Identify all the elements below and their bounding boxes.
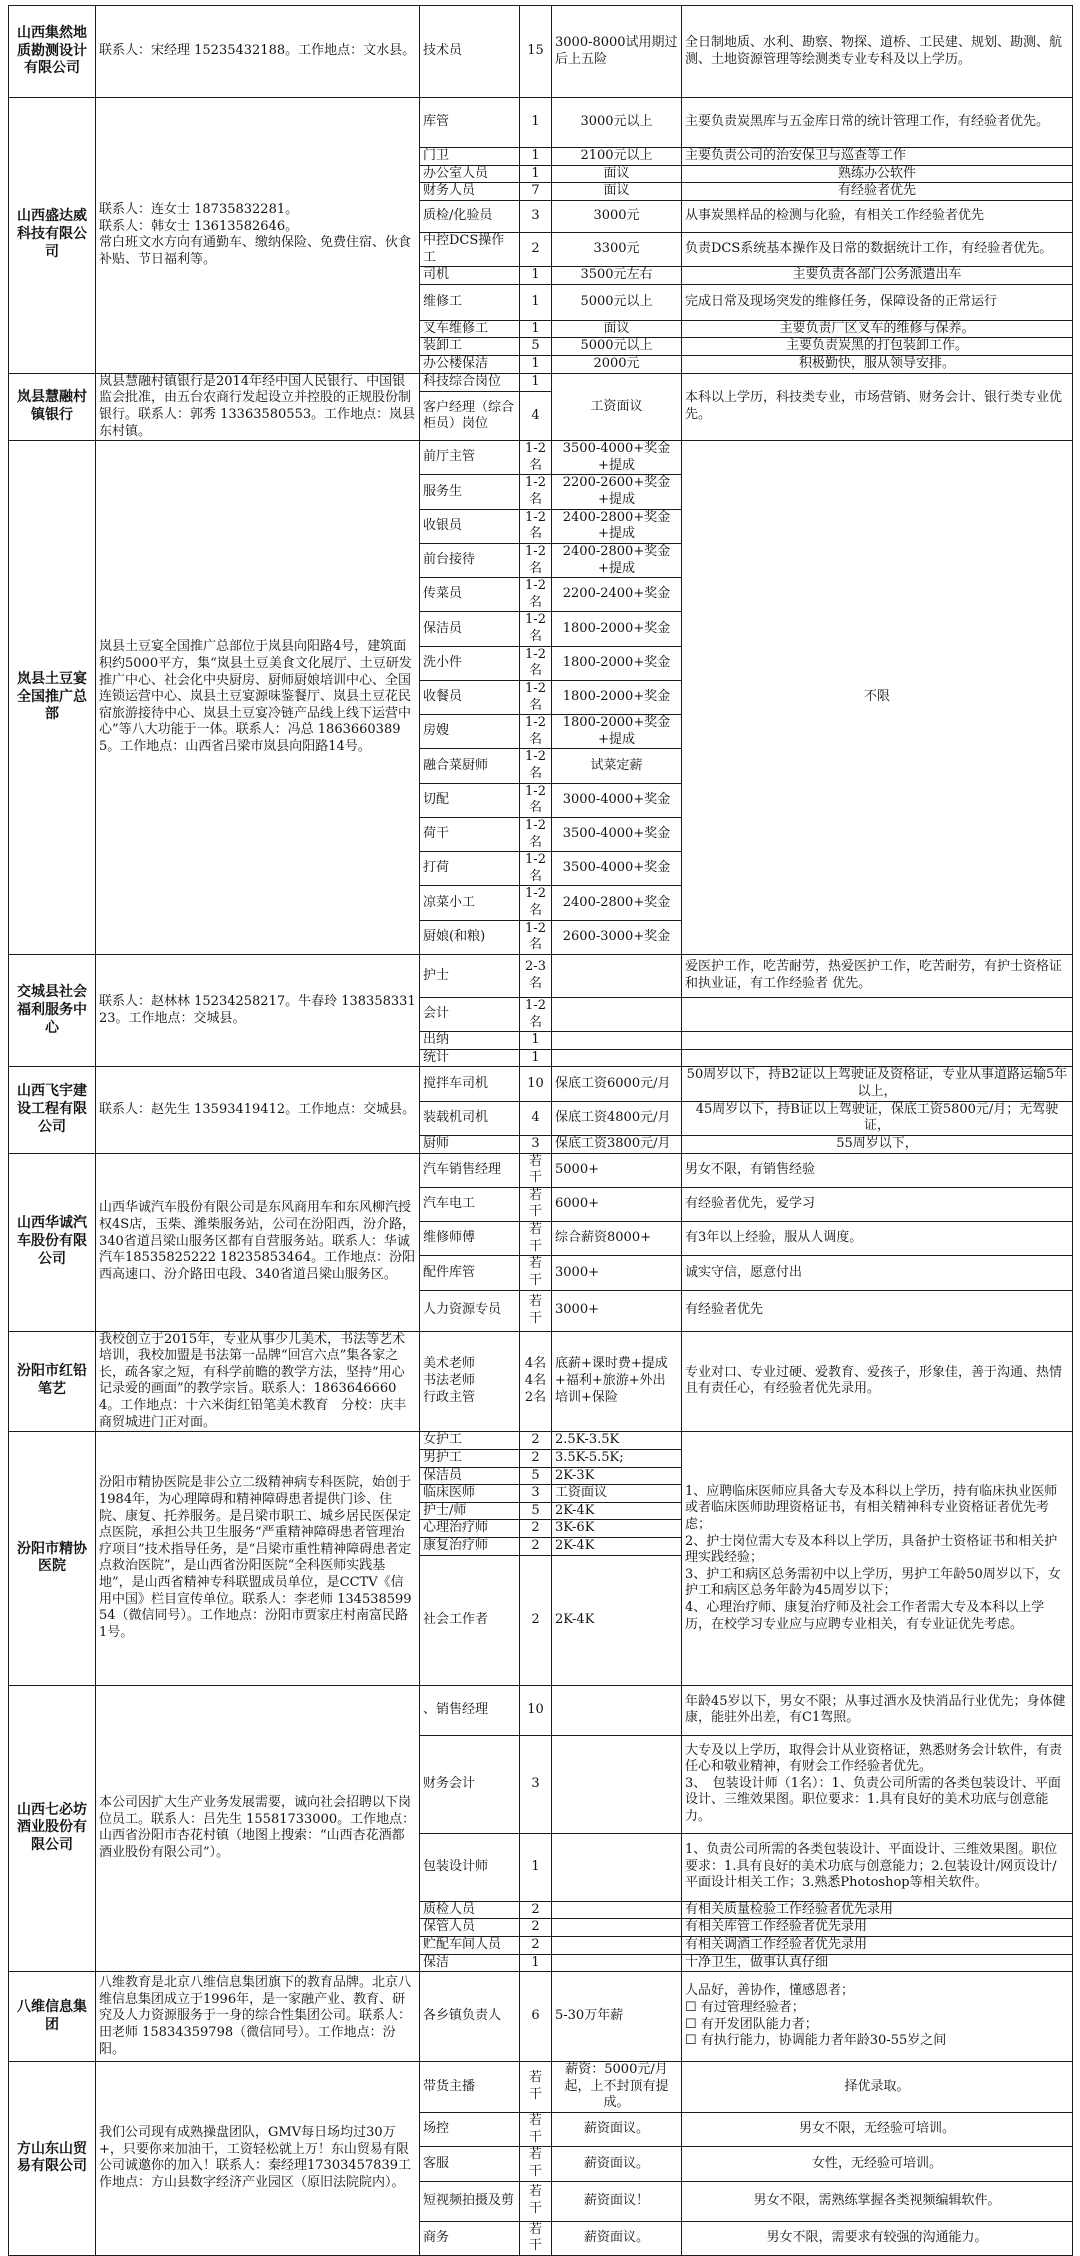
job-position: 科技综合岗位 xyxy=(420,373,520,392)
job-position: 心理治疗师 xyxy=(420,1520,520,1538)
job-count: 1 xyxy=(520,1032,552,1050)
job-salary: 2200-2400+奖金 xyxy=(552,578,682,612)
job-position: 人力资源专员 xyxy=(420,1290,520,1331)
job-salary: 2.5K-3.5K xyxy=(552,1432,682,1450)
job-count: 若干 xyxy=(520,2062,552,2113)
job-count: 1 xyxy=(520,284,552,320)
job-salary: 5000元以上 xyxy=(552,338,682,356)
job-requirements: 年龄45岁以下，男女不限；从事过酒水及快消品行业优先；身体健康，能驻外出差，有C1驾照。 xyxy=(682,1685,1073,1735)
job-salary: 3000+ xyxy=(552,1256,682,1290)
table-row xyxy=(9,2062,1073,2113)
job-requirements: 男女不限，需熟练掌握各类视频编辑软件。 xyxy=(682,2181,1073,2221)
job-count: 1 xyxy=(520,1954,552,1972)
job-salary: 2400-2800+奖金+提成 xyxy=(552,543,682,577)
job-count: 3 xyxy=(520,1735,552,1833)
job-count: 1-2名 xyxy=(520,475,552,509)
company-info: 我校创立于2015年，专业从事少儿美术，书法等艺术培训，我校加盟是书法第一品牌“回宫六点”集各家之长，疏各家之短，有科学前瞻的教学方法，坚持“用心记录爱的画面”的教学宗旨。联系人：18636466604。工作地点：十六米街红铅笔美术教育 分校：庆丰商贸城进门正对面。 xyxy=(96,1331,420,1432)
job-count: 2 xyxy=(520,1901,552,1919)
table-row xyxy=(9,1972,1073,2062)
job-position: 库管 xyxy=(420,98,520,148)
job-position: 护士/师 xyxy=(420,1502,520,1520)
company-name: 岚县慧融村镇银行 xyxy=(9,373,96,441)
job-count: 若干 xyxy=(520,1256,552,1290)
table-row xyxy=(9,1685,1073,1735)
job-count: 若干 xyxy=(520,1153,552,1187)
job-requirements: 有相关调酒工作经验者优先录用 xyxy=(682,1936,1073,1954)
job-salary: 2400-2800+奖金+提成 xyxy=(552,509,682,543)
job-position: 配件库管 xyxy=(420,1256,520,1290)
job-count: 5 xyxy=(520,1467,552,1485)
table-row xyxy=(9,1153,1073,1187)
job-position: 融合菜厨师 xyxy=(420,749,520,783)
job-salary: 薪资面议。 xyxy=(552,2113,682,2147)
job-count: 1-2名 xyxy=(520,543,552,577)
job-count: 2 xyxy=(520,232,552,266)
job-count: 1-2名 xyxy=(520,783,552,817)
job-position: 保管人员 xyxy=(420,1919,520,1937)
job-requirements: 50周岁以下，持B2证以上驾驶证及资格证，专业从事道路运输5年以上， xyxy=(682,1067,1073,1101)
job-position: 荷干 xyxy=(420,817,520,851)
job-requirements: 本科以上学历，科技类专业，市场营销、财务会计、银行类专业优先。 xyxy=(682,373,1073,441)
job-position: 司机 xyxy=(420,267,520,285)
job-position: 技术员 xyxy=(420,6,520,98)
job-position: 保洁员 xyxy=(420,1467,520,1485)
job-salary xyxy=(552,1919,682,1937)
job-requirements: 有经验者优先 xyxy=(682,1290,1073,1331)
job-requirements: 积极勤快，服从领导安排。 xyxy=(682,356,1073,374)
job-position: 搅拌车司机 xyxy=(420,1067,520,1101)
job-count: 1 xyxy=(520,98,552,148)
job-position: 客户经理（综合柜员）岗位 xyxy=(420,392,520,441)
job-salary: 2K-4K xyxy=(552,1538,682,1556)
table-row xyxy=(9,98,1073,148)
job-salary: 2000元 xyxy=(552,356,682,374)
job-salary: 2600-3000+奖金 xyxy=(552,920,682,954)
company-info: 本公司因扩大生产业务发展需要，诚向社会招聘以下岗位员工。联系人：吕先生 15581733000。工作地点：山西省汾阳市杏花村镇（地图上搜索：“山西杏花酒都酒业股份有限公司”）。 xyxy=(96,1685,420,1972)
job-position: 女护工 xyxy=(420,1432,520,1450)
job-salary: 6000+ xyxy=(552,1187,682,1221)
job-count: 1 xyxy=(520,373,552,392)
job-count: 2 xyxy=(520,1520,552,1538)
job-count: 若干 xyxy=(520,1222,552,1256)
job-position: 商务 xyxy=(420,2221,520,2255)
company-info: 汾阳市精协医院是非公立二级精神病专科医院，始创于1984年，为心理障碍和精神障碍患者提供门诊、住院、康复、托养服务。是吕梁市职工、城乡居民医保定点医院，承担公共卫生服务“严重精神障碍患者管理治疗项目”技术指导任务，是“吕梁市重性精神障碍患者定点救治医院”，是山西省汾阳医院“全科医师实践基地”，是山西省精神专科联盟成员单位，是CCTV《信用中国》栏目宣传单位。联系人：李老师 13453859954（微信同号）。工作地点：汾阳市贾家庄村南富民路1号。 xyxy=(96,1432,420,1685)
job-position: 办公楼保洁 xyxy=(420,356,520,374)
company-info: 联系人：连女士 18735832281。 联系人：韩女士 13613582646。 常白班文水方向有通勤车、缴纳保险、免费住宿、伙食补贴、节日福利等。 xyxy=(96,98,420,374)
job-salary: 3000元 xyxy=(552,200,682,232)
job-salary: 1800-2000+奖金 xyxy=(552,612,682,646)
job-salary: 薪资面议。 xyxy=(552,2221,682,2255)
table-row xyxy=(9,1067,1073,1101)
job-count: 2 xyxy=(520,1449,552,1467)
job-salary: 工资面议 xyxy=(552,1485,682,1503)
job-requirements: 55周岁以下， xyxy=(682,1135,1073,1153)
job-count: 4 xyxy=(520,1101,552,1135)
job-count: 3 xyxy=(520,1135,552,1153)
job-count: 1-2名 xyxy=(520,441,552,475)
job-salary: 综合薪资8000+ xyxy=(552,1222,682,1256)
job-position: 洗小件 xyxy=(420,646,520,680)
job-position: 质检/化验员 xyxy=(420,200,520,232)
job-salary: 3300元 xyxy=(552,232,682,266)
job-count: 2 xyxy=(520,1538,552,1556)
job-requirements: 主要负责各部门公务派遣出车 xyxy=(682,267,1073,285)
job-position: 美术老师 书法老师 行政主管 xyxy=(420,1331,520,1432)
job-salary: 工资面议 xyxy=(552,373,682,441)
job-salary: 3K-6K xyxy=(552,1520,682,1538)
company-info: 岚县慧融村镇银行是2014年经中国人民银行、中国银监会批准，由五台农商行发起设立并控股的正规股份制银行。联系人：郭秀 13363580553。工作地点：岚县东村镇。 xyxy=(96,373,420,441)
company-info: 我们公司现有成熟操盘团队，GMV每日场均过30万+，只要你来加油干，工资轻松就上万！东山贸易有限公司诚邀你的加入！联系人：秦经理17303457839工作地点：方山县数字经济产业园区（原旧法院院内）。 xyxy=(96,2062,420,2256)
job-count: 2-3名 xyxy=(520,954,552,997)
job-count: 2 xyxy=(520,1919,552,1937)
job-count: 1-2名 xyxy=(520,612,552,646)
job-count: 7 xyxy=(520,183,552,201)
job-count: 若干 xyxy=(520,2113,552,2147)
job-count: 1-2名 xyxy=(520,646,552,680)
job-count: 1-2名 xyxy=(520,509,552,543)
job-salary: 5000元以上 xyxy=(552,284,682,320)
job-salary xyxy=(552,1954,682,1972)
job-requirements xyxy=(682,1032,1073,1050)
job-requirements: 有相关质量检验工作经验者优先录用 xyxy=(682,1901,1073,1919)
job-requirements: 1、应聘临床医师应具备大专及本科以上学历，持有临床执业医师或者临床医师助理资格证书，有相关精神科专业资格证者优先考虑； 2、护士岗位需大专及本科以上学历，具备护士资格证书和相关护理实践经验； 3、护工和病区总务需初中以上学历，男护工年龄50周岁以下，女护工和病区总务年龄为45周岁以下； 4、心理治疗师、康复治疗师及社会工作者需大专及本科以上学历，在校学习专业应与应聘专业相关，有专业证优先考虑。 xyxy=(682,1432,1073,1685)
job-requirements: 45周岁以下，持B证以上驾驶证，保底工资5800元/月；无驾驶证， xyxy=(682,1101,1073,1135)
company-name: 八维信息集团 xyxy=(9,1972,96,2062)
job-count: 1-2名 xyxy=(520,715,552,749)
company-info: 山西华诚汽车股份有限公司是东风商用车和东风柳汽授权4S店，玉柴、潍柴服务站，公司在汾阳西，汾介路，340省道吕梁山服务区都有自营服务站。联系人：华诚汽车18535825222 18235853464。工作地点：汾阳西高速口、汾介路田屯段、340省道吕梁山服务区。 xyxy=(96,1153,420,1331)
job-salary: 薪资面议！ xyxy=(552,2181,682,2221)
job-position: 财务会计 xyxy=(420,1735,520,1833)
company-name: 方山东山贸易有限公司 xyxy=(9,2062,96,2256)
job-salary xyxy=(552,1936,682,1954)
job-count: 2 xyxy=(520,1936,552,1954)
job-count: 3 xyxy=(520,200,552,232)
job-salary: 1800-2000+奖金+提成 xyxy=(552,715,682,749)
job-requirements: 男女不限，需要求有较强的沟通能力。 xyxy=(682,2221,1073,2255)
job-position: 护士 xyxy=(420,954,520,997)
job-count: 5 xyxy=(520,1502,552,1520)
job-requirements: 十净卫生，做事认真仔细 xyxy=(682,1954,1073,1972)
job-salary: 5000+ xyxy=(552,1153,682,1187)
job-count: 1-2名 xyxy=(520,749,552,783)
company-info: 岚县土豆宴全国推广总部位于岚县向阳路4号，建筑面积约5000平方，集“岚县土豆美食文化展厅、土豆研发推广中心、社会化中央厨房、厨师厨娘培训中心、全国连锁运营中心、岚县土豆宴源味鉴餐厅、岚县土豆花民宿旅游接待中心、岚县土豆宴冷链产品线上线下运营中心”等八大功能于一体。联系人：冯总 18636603895。工作地点：山西省吕梁市岚县向阳路14号。 xyxy=(96,441,420,955)
job-salary xyxy=(552,1833,682,1901)
job-count: 10 xyxy=(520,1067,552,1101)
job-count: 1 xyxy=(520,320,552,338)
job-count: 1-2名 xyxy=(520,578,552,612)
job-count: 2 xyxy=(520,1555,552,1685)
table-row xyxy=(9,441,1073,475)
job-salary: 5-30万年薪 xyxy=(552,1972,682,2062)
company-info: 八维教育是北京八维信息集团旗下的教育品牌。北京八维信息集团成立于1996年，是一家融产业、教育、研究及人力资源服务于一身的综合性集团公司。联系人：田老师 15834359798（微信同号）。工作地点：汾阳。 xyxy=(96,1972,420,2062)
job-count: 1-2名 xyxy=(520,920,552,954)
job-salary xyxy=(552,1685,682,1735)
job-position: 质检人员 xyxy=(420,1901,520,1919)
job-salary: 3500元左右 xyxy=(552,267,682,285)
job-requirements: 从事炭黑样品的检测与化验，有相关工作经验者优先 xyxy=(682,200,1073,232)
job-count: 6 xyxy=(520,1972,552,2062)
company-name: 山西盛达威科技有限公司 xyxy=(9,98,96,374)
job-position: 中控DCS操作工 xyxy=(420,232,520,266)
job-position: 短视频拍摄及剪 xyxy=(420,2181,520,2221)
job-position: 打荷 xyxy=(420,852,520,886)
job-position: 会计 xyxy=(420,997,520,1031)
job-position: 收餐员 xyxy=(420,680,520,714)
job-position: 保洁 xyxy=(420,1954,520,1972)
company-name: 汾阳市红铅笔艺 xyxy=(9,1331,96,1432)
job-position: 客服 xyxy=(420,2147,520,2181)
job-requirements: 1、负责公司所需的各类包装设计、平面设计、三维效果图。职位要求：1.具有良好的美术功底与创意能力；2.包装设计/网页设计/平面设计相关工作；3.熟悉Photoshop等相关软件。 xyxy=(682,1833,1073,1901)
job-position: 凉菜小工 xyxy=(420,886,520,920)
company-name: 交城县社会福利服务中心 xyxy=(9,954,96,1067)
job-count: 1 xyxy=(520,1833,552,1901)
job-position: 厨师 xyxy=(420,1135,520,1153)
company-name: 山西飞宇建设工程有限公司 xyxy=(9,1067,96,1153)
job-count: 15 xyxy=(520,6,552,98)
company-info: 联系人：宋经理 15235432188。工作地点：文水县。 xyxy=(96,6,420,98)
job-salary: 3000-4000+奖金 xyxy=(552,783,682,817)
job-position: 汽车电工 xyxy=(420,1187,520,1221)
job-requirements xyxy=(682,1049,1073,1067)
job-salary: 保底工资4800元/月 xyxy=(552,1101,682,1135)
job-position: 保洁员 xyxy=(420,612,520,646)
job-position: 装载机司机 xyxy=(420,1101,520,1135)
job-salary: 2K-3K xyxy=(552,1467,682,1485)
job-salary: 2200-2600+奖金+提成 xyxy=(552,475,682,509)
job-position: 房嫂 xyxy=(420,715,520,749)
job-count: 4名 4名 2名 xyxy=(520,1331,552,1432)
table-row xyxy=(9,954,1073,997)
job-requirements: 人品好，善协作，懂感恩者； ☐ 有过管理经验者； ☐ 有开发团队能力者； ☐ 有执行能力，协调能力者年龄30-55岁之间 xyxy=(682,1972,1073,2062)
job-salary: 薪资：5000元/月起，上不封顶有提成。 xyxy=(552,2062,682,2113)
job-requirements: 主要负责公司的治安保卫与巡查等工作 xyxy=(682,148,1073,166)
job-requirements: 专业对口、专业过硬、爱教育、爱孩子，形象佳，善于沟通、热情且有责任心，有经验者优先录用。 xyxy=(682,1331,1073,1432)
job-salary: 3000+ xyxy=(552,1290,682,1331)
job-salary xyxy=(552,997,682,1031)
job-count: 若干 xyxy=(520,2181,552,2221)
job-salary: 3000-8000试用期过后上五险 xyxy=(552,6,682,98)
table-row xyxy=(9,373,1073,392)
job-count: 2 xyxy=(520,1432,552,1450)
job-count: 1-2名 xyxy=(520,886,552,920)
job-position: 服务生 xyxy=(420,475,520,509)
job-position: 场控 xyxy=(420,2113,520,2147)
table-row xyxy=(9,1331,1073,1432)
job-requirements: 爱医护工作，吃苦耐劳，热爱医护工作，吃苦耐劳，有护士资格证和执业证，有工作经验者 优先。 xyxy=(682,954,1073,997)
job-salary: 3500-4000+奖金 xyxy=(552,817,682,851)
job-requirements: 男女不限，有销售经验 xyxy=(682,1153,1073,1187)
job-count: 1 xyxy=(520,267,552,285)
job-salary: 1800-2000+奖金 xyxy=(552,646,682,680)
job-count: 5 xyxy=(520,338,552,356)
job-salary xyxy=(552,1049,682,1067)
job-count: 1 xyxy=(520,1049,552,1067)
job-salary: 3.5K-5.5K; xyxy=(552,1449,682,1467)
company-name: 岚县土豆宴全国推广总部 xyxy=(9,441,96,955)
job-position: 统计 xyxy=(420,1049,520,1067)
job-count: 1 xyxy=(520,356,552,374)
job-position: 临床医师 xyxy=(420,1485,520,1503)
job-position: 各乡镇负责人 xyxy=(420,1972,520,2062)
job-position: 装卸工 xyxy=(420,338,520,356)
job-count: 若干 xyxy=(520,1187,552,1221)
job-salary: 2K-4K xyxy=(552,1555,682,1685)
job-position: 男护工 xyxy=(420,1449,520,1467)
company-info: 联系人：赵林林 15234258217。牛春玲 13835833123。工作地点：交城县。 xyxy=(96,954,420,1067)
job-count: 4 xyxy=(520,392,552,441)
job-position: 切配 xyxy=(420,783,520,817)
job-position: 叉车维修工 xyxy=(420,320,520,338)
job-salary: 3500-4000+奖金+提成 xyxy=(552,441,682,475)
job-salary: 2100元以上 xyxy=(552,148,682,166)
job-requirements: 有3年以上经验，服从人调度。 xyxy=(682,1222,1073,1256)
job-salary: 1800-2000+奖金 xyxy=(552,680,682,714)
company-name: 山西华诚汽车股份有限公司 xyxy=(9,1153,96,1331)
job-position: 包装设计师 xyxy=(420,1833,520,1901)
job-requirements: 择优录取。 xyxy=(682,2062,1073,2113)
job-requirements: 主要负责炭黑库与五金库日常的统计管理工作，有经验者优先。 xyxy=(682,98,1073,148)
job-count: 1-2名 xyxy=(520,680,552,714)
job-count: 1 xyxy=(520,148,552,166)
job-position: 汽车销售经理 xyxy=(420,1153,520,1187)
job-requirements: 有经验者优先 xyxy=(682,183,1073,201)
job-count: 1 xyxy=(520,165,552,183)
job-salary: 2K-4K xyxy=(552,1502,682,1520)
job-position: 前台接待 xyxy=(420,543,520,577)
job-count: 若干 xyxy=(520,2221,552,2255)
job-salary: 底薪+课时费+提成+福利+旅游+外出培训+保险 xyxy=(552,1331,682,1432)
job-count: 1-2名 xyxy=(520,997,552,1031)
job-position: 办公室人员 xyxy=(420,165,520,183)
job-salary: 试菜定薪 xyxy=(552,749,682,783)
job-position: 维修工 xyxy=(420,284,520,320)
job-position: 财务人员 xyxy=(420,183,520,201)
job-count: 1-2名 xyxy=(520,817,552,851)
job-salary: 3500-4000+奖金 xyxy=(552,852,682,886)
company-info: 联系人：赵先生 13593419412。工作地点：交城县。 xyxy=(96,1067,420,1153)
job-requirements: 有相关库管工作经验者优先录用 xyxy=(682,1919,1073,1937)
job-requirements: 诚实守信，愿意付出 xyxy=(682,1256,1073,1290)
job-position: 出纳 xyxy=(420,1032,520,1050)
job-requirements: 大专及以上学历，取得会计从业资格证，熟悉财务会计软件，有责任心和敬业精神，有财会工作经验者优先。 3、 包装设计师（1名）：1、负责公司所需的各类包装设计、平面设计、三维效果图。职位要求：1.具有良好的美术功底与创意能力。 xyxy=(682,1735,1073,1833)
job-position: 贮配车间人员 xyxy=(420,1936,520,1954)
company-name: 山西七必坊酒业股份有限公司 xyxy=(9,1685,96,1972)
job-salary: 2400-2800+奖金 xyxy=(552,886,682,920)
job-salary xyxy=(552,1032,682,1050)
job-requirements: 不限 xyxy=(682,441,1073,955)
job-requirements: 负责DCS系统基本操作及日常的数据统计工作，有经验者优先。 xyxy=(682,232,1073,266)
job-count: 3 xyxy=(520,1485,552,1503)
job-position: 、销售经理 xyxy=(420,1685,520,1735)
job-position: 收银员 xyxy=(420,509,520,543)
job-salary xyxy=(552,1901,682,1919)
job-salary xyxy=(552,954,682,997)
job-salary: 面议 xyxy=(552,320,682,338)
job-salary: 面议 xyxy=(552,165,682,183)
table-row xyxy=(9,6,1073,98)
job-salary xyxy=(552,1735,682,1833)
job-salary: 保底工资3800元/月 xyxy=(552,1135,682,1153)
job-requirements: 全日制地质、水利、勘察、物探、道桥、工民建、规划、勘测、航测、土地资源管理等绘测类专业专科及以上学历。 xyxy=(682,6,1073,98)
job-count: 1-2名 xyxy=(520,852,552,886)
job-requirements: 女性，无经验可培训。 xyxy=(682,2147,1073,2181)
job-listing-table xyxy=(8,5,1073,2256)
job-requirements: 熟练办公软件 xyxy=(682,165,1073,183)
job-requirements: 完成日常及现场突发的维修任务，保障设备的正常运行 xyxy=(682,284,1073,320)
job-salary: 保底工资6000元/月 xyxy=(552,1067,682,1101)
table-row xyxy=(9,1432,1073,1450)
job-requirements: 男女不限，无经验可培训。 xyxy=(682,2113,1073,2147)
job-position: 传菜员 xyxy=(420,578,520,612)
job-requirements: 主要负责厂区叉车的维修与保养。 xyxy=(682,320,1073,338)
job-salary: 面议 xyxy=(552,183,682,201)
job-requirements: 主要负责炭黑的打包装卸工作。 xyxy=(682,338,1073,356)
job-position: 康复治疗师 xyxy=(420,1538,520,1556)
job-requirements: 有经验者优先，爱学习 xyxy=(682,1187,1073,1221)
job-position: 门卫 xyxy=(420,148,520,166)
job-count: 若干 xyxy=(520,2147,552,2181)
job-position: 厨娘(和粮) xyxy=(420,920,520,954)
job-position: 前厅主管 xyxy=(420,441,520,475)
job-count: 10 xyxy=(520,1685,552,1735)
job-salary: 3000元以上 xyxy=(552,98,682,148)
job-position: 维修师傅 xyxy=(420,1222,520,1256)
company-name: 汾阳市精协医院 xyxy=(9,1432,96,1685)
job-count: 若干 xyxy=(520,1290,552,1331)
job-position: 社会工作者 xyxy=(420,1555,520,1685)
job-position: 带货主播 xyxy=(420,2062,520,2113)
company-name: 山西集然地质勘测设计有限公司 xyxy=(9,6,96,98)
job-requirements xyxy=(682,997,1073,1031)
job-salary: 薪资面议。 xyxy=(552,2147,682,2181)
